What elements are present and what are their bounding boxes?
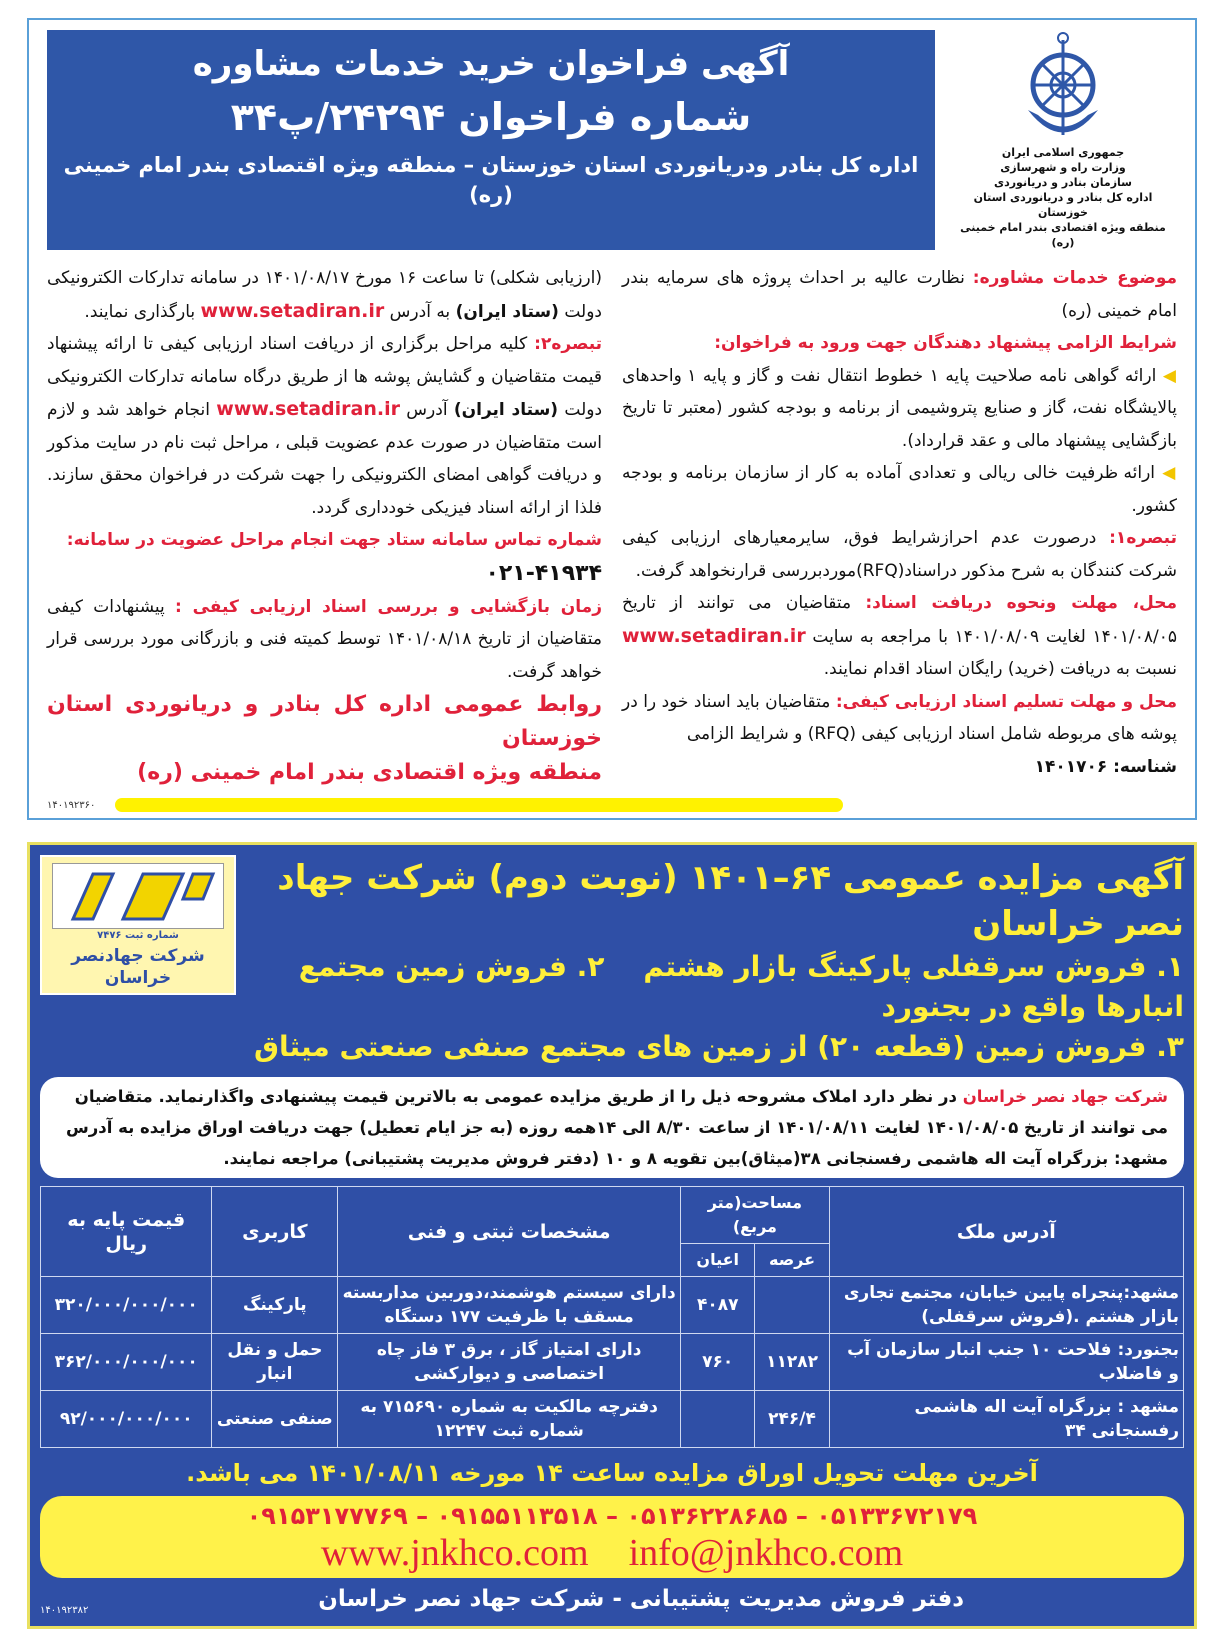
ports-organization-logo [949,30,1177,250]
cell-arse [755,1277,829,1334]
table-row [41,1391,1184,1448]
docs-text-2: نسبت به دریافت (خرید) رایگان اسناد اقدام نمایند. [823,659,1177,679]
header-area: مساحت(متر مربع) [681,1187,830,1244]
cell-usage: حمل و نقل انبار [212,1334,338,1391]
ad1-left-column [47,262,602,790]
auction-title: آگهی مزایده عمومی ۶۴–۱۴۰۱ (نوبت دوم) شرکت جهاد نصر خراسان [277,858,1184,944]
opening-text: پیشنهادات کیفی متقاضیان از تاریخ ۱۴۰۱/۰۸/۱۸ توسط کمیته فنی و بازرگانی مورد بررسی قرار خواهد گرفت. [47,596,603,682]
yellow-divider [115,798,843,812]
cell-ayan: ۷۶۰ [681,1334,755,1391]
continued-text: به آدرس [389,301,451,322]
anchor-wheel-icon [1018,30,1108,145]
cell-address: مشهد:پنجراه پایین خیابان، مجتمع تجاری بازار هشتم .(فروش سرقفلی) [829,1277,1183,1334]
logo-line: سازمان بنادر و دریانوردی [994,176,1132,189]
header-specs: مشخصات ثبتی و فنی [338,1187,681,1277]
auction-intro [40,1077,1184,1178]
note1-label: تبصره۱: [1109,528,1177,548]
intro-company: شرکت جهاد نصر خراسان [962,1087,1168,1106]
auction-footer: دفتر فروش مدیریت پشتیبانی - شرکت جهاد نصر خراسان [318,1586,965,1612]
table-row [41,1334,1184,1391]
ad-id: شناسه: ۱۴۰۱۷۰۶ [1034,756,1177,777]
setad-name: (ستاد ایران) [455,301,559,322]
setadiran-link[interactable]: www.setadiran.ir [200,299,385,322]
phone-numbers: ۰۹۱۵۳۱۷۷۷۶۹ – ۰۹۱۵۵۱۱۳۵۱۸ – ۰۵۱۳۶۲۲۸۶۸۵ – ۰۵۱۳۳۶۷۲۱۷۹ [246,1502,978,1530]
ad1-right-column [622,262,1177,790]
note2-label: تبصره۲: [534,334,603,354]
header-price: قیمت پایه به ریال [41,1187,212,1277]
ad-code: ۱۴۰۱۹۲۳۸۲ [40,1605,89,1616]
ad2-footer-row [40,1582,1184,1616]
ad1-bottom [47,798,1177,812]
cell-address: مشهد : بزرگراه آیت اله هاشمی رفسنجانی ۳۴ [829,1391,1183,1448]
logo-company-name: شرکت جهادنصر خراسان [71,946,205,988]
header-usage: کاربری [212,1187,338,1277]
website-link[interactable]: www.jnkhco.com [320,1532,589,1574]
ad1-organization: اداره کل بنادر ودریانوردی استان خوزستان – منطقه ویژه اقتصادی بندر امام خمینی (ره) [63,153,919,207]
signature-line-1: روابط عمومی اداره کل بنادر و دریانوردی استان خوزستان [47,692,602,751]
auction-item-3: ۳. فروش زمین (قطعه ۲۰) از زمین های مجتمع صنفی صنعتی میثاق [253,1030,1184,1063]
note1-text: درصورت عدم احرازشرایط فوق، سایرمعیارهای ارزیابی کیفی شرکت کنندگان به شرح مذکور دراسناد(RFQ)موردبررسی قرارنخواهد گرفت. [622,528,1177,581]
ad1-tender-number: شماره فراخوان ۲۴۲۹۴/پ۳۴ [230,95,752,139]
properties-table [40,1186,1184,1448]
bullet-icon: ◀ [1162,463,1178,483]
continued-text: بارگذاری نمایند. [84,301,196,322]
setadiran-link[interactable]: www.setadiran.ir [216,398,400,420]
auction-ad [27,842,1197,1629]
header-arse: عرصه [755,1244,829,1277]
note2-text: کلیه مراحل برگزاری از دریافت اسناد ارزیابی کیفی تا ارائه پیشنهاد قیمت متقاضیان و گشایش پوشه ها از طریق درگاه سامانه تدارکات الکترونیکی دولت [47,334,603,420]
cell-specs: دارای سیستم هوشمند،دوربین مداربسته مسقف با ظرفیت ۱۷۷ دستگاه [338,1277,681,1334]
docs-text: متقاضیان می توانند از تاریخ ۱۴۰۱/۰۸/۰۵ لغایت ۱۴۰۱/۰۸/۰۹ با مراجعه به سایت [622,593,1177,647]
cell-usage: پارکینگ [212,1277,338,1334]
condition-1: ارائه گواهی نامه صلاحیت پایه ۱ خطوط انتقال نفت و گاز و پایه ۱ واحدهای پالایشگاه نفت، گاز و صنایع پتروشیمی از برنامه و بودجه کشور (معتبر تا تاریخ بازگشایی پیشنهاد مالی و عقد قرارداد). [622,365,1177,451]
deliver-label: محل و مهلت تسلیم اسناد ارزیابی کیفی: [835,691,1177,712]
reg-label: شماره ثبت [125,930,179,941]
ad-code: ۱۴۰۱۹۲۳۶۰ [47,799,96,811]
ad1-top [47,30,1177,250]
email-link[interactable]: info@jnkhco.com [628,1532,904,1574]
setad-name: (ستاد ایران) [453,400,559,420]
logo-line: منطقه ویژه اقتصادی بندر امام خمینی (ره) [960,221,1166,249]
cell-arse: ۱۱۲۸۲ [755,1334,829,1391]
subject-text: نظارت عالیه بر احداث پروژه های سرمایه بندر امام خمینی (ره) [622,268,1177,321]
support-phone: ۰۲۱-۴۱۹۳۴ [485,560,602,586]
cell-address: بجنورد: فلاحت ۱۰ جنب انبار سازمان آب و فاضلاب [829,1334,1183,1391]
cell-specs: دفترچه مالکیت به شماره ۷۱۵۶۹۰ به شماره ثبت ۱۲۲۴۷ [338,1391,681,1448]
note2-text: آدرس [406,400,448,420]
header-ayan: اعیان [681,1244,755,1277]
ad1-title: آگهی فراخوان خرید خدمات مشاوره [192,44,790,84]
docs-label: محل، مهلت ونحوه دریافت اسناد: [865,593,1178,613]
signature-line-2: منطقه ویژه اقتصادی بندر امام خمینی (ره) [137,760,602,785]
cell-specs: دارای امتیاز گاز ، برق ۳ فاز چاه اختصاصی و دیوارکشی [338,1334,681,1391]
auction-item-2: ۲. فروش زمین مجتمع انبارها واقع در بجنورد [298,950,1184,1023]
ad1-header [47,30,935,250]
table-row [41,1277,1184,1334]
contact-bar [40,1496,1184,1578]
note2-text: انجام خواهد شد و لازم است متقاضیان در صورت عدم عضویت قبلی ، مراحل ثبت نام در سایت مذکور و دریافت گواهی امضای الکترونیکی را جهت شرکت در فراخوان محقق سازند. فلذا از ارائه اسناد فیزیکی خودداری گردد. [47,400,602,518]
auction-item-1: ۱. فروش سرقفلی پارکینگ بازار هشتم [643,950,1184,983]
cell-price: ۳۲۰/۰۰۰/۰۰۰/۰۰۰ [41,1277,212,1334]
auction-titles [248,855,1184,1067]
logo-line: اداره کل بنادر و دریانوردی استان خوزستان [973,191,1153,219]
header-address: آدرس ملک [829,1187,1183,1277]
ad1-columns [47,262,1177,790]
reg-number: ۷۴۷۶ [97,930,122,941]
logo-line: وزارت راه و شهرسازی [1000,161,1126,174]
intro-text: در نظر دارد املاک مشروحه ذیل را از طریق مزایده عمومی به بالاترین قیمت پیشنهادی واگذارنماید. متقاضیان می توانند از تاریخ ۱۴۰۱/۰۸/۰۵ لغایت ۱۴۰۱/۰۸/۱۱ از ساعت ۸/۳۰ الی ۱۴همه روزه (به جز ایام تعطیل) جهت دریافت اوراق مزایده به آدرس مشهد: بزرگراه آیت اله هاشمی رفسنجانی ۳۸(میثاق)بین تقویه ۸ و ۱۰ (دفتر فروش مدیریت پشتیبانی) مراجعه نمایند. [65,1087,1168,1168]
cell-arse: ۲۴۶/۴ [755,1391,829,1448]
conditions-heading: شرایط الزامی پیشنهاد دهندگان جهت ورود به فراخوان: [714,333,1177,353]
jahad-nasr-logo [40,855,236,995]
cell-usage: صنفی صنعتی [212,1391,338,1448]
ad2-top [40,855,1184,1067]
phone-label: شماره تماس سامانه ستاد جهت انجام مراحل عضویت در سامانه: [66,530,602,550]
deadline-notice: آخرین مهلت تحویل اوراق مزایده ساعت ۱۴ مورخه ۱۴۰۱/۰۸/۱۱ می باشد. [186,1459,1038,1487]
opening-label: زمان بازگشایی و بررسی اسناد ارزیابی کیفی : [175,596,602,617]
cell-price: ۹۲/۰۰۰/۰۰۰/۰۰۰ [41,1391,212,1448]
setadiran-link[interactable]: www.setadiran.ir [622,624,806,647]
logo-mark-icon [52,863,224,929]
cell-ayan [681,1391,755,1448]
continued-text: (ارزیابی شکلی) تا ساعت ۱۶ مورخ ۱۴۰۱/۰۸/۱۷ در سامانه تدارکات الکترونیکی دولت [47,268,602,322]
logo-line: جمهوری اسلامی ایران [1001,146,1125,159]
cell-price: ۳۶۲/۰۰۰/۰۰۰/۰۰۰ [41,1334,212,1391]
deliver-text: متقاضیان باید اسناد خود را در پوشه های مربوطه شامل اسناد ارزیابی کیفی (RFQ) و شرایط الزامی [622,691,1177,744]
consulting-tender-ad [27,18,1197,820]
bullet-icon: ◀ [1162,365,1177,386]
cell-ayan: ۴۰۸۷ [681,1277,755,1334]
condition-2: ارائه ظرفیت خالی ریالی و تعدادی آماده به کار از سازمان برنامه و بودجه کشور. [622,463,1177,516]
subject-label: موضوع خدمات مشاوره: [972,268,1177,288]
